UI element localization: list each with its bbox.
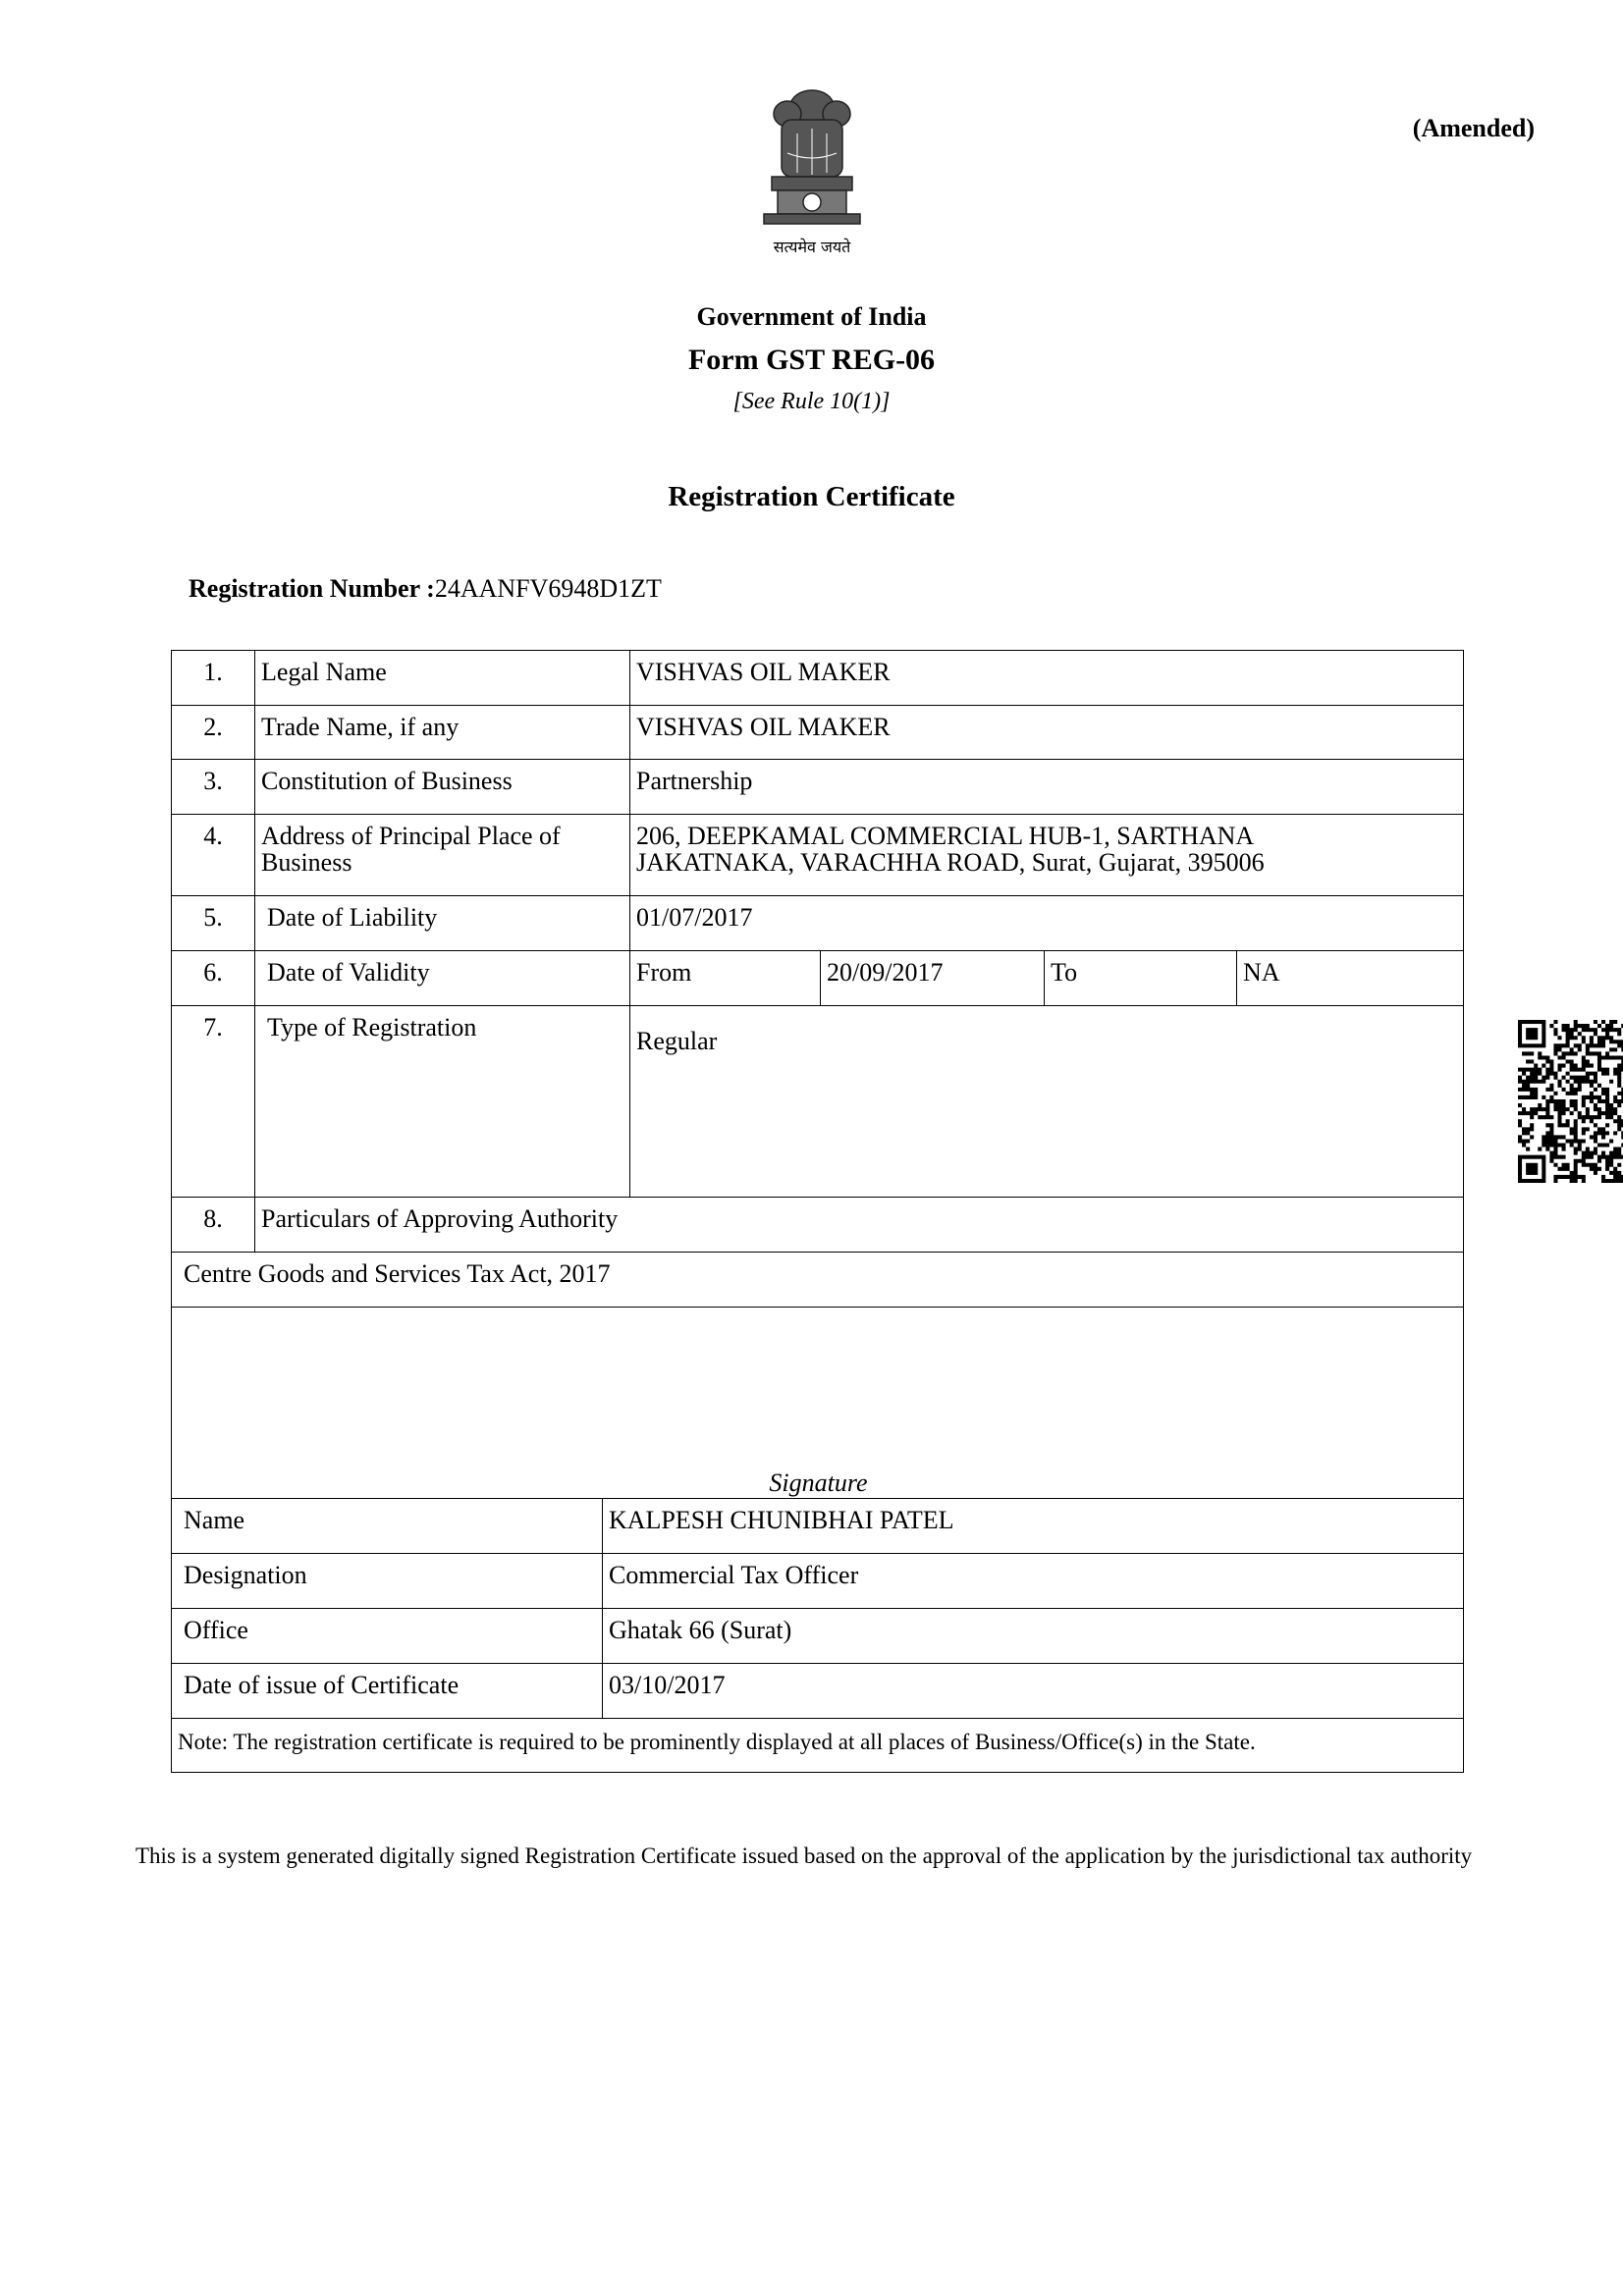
row-label: Date of issue of Certificate — [184, 1671, 460, 1699]
row-label: Type of Registration — [254, 1006, 629, 1197]
act-name: Centre Goods and Services Tax Act, 2017 — [184, 1259, 611, 1288]
rule-reference: [See Rule 10(1)] — [732, 389, 891, 414]
registration-type-value: Regular — [636, 1027, 718, 1055]
row-label: Particulars of Approving Authority — [254, 1198, 1463, 1252]
footer-text: This is a system generated digitally signed Registration Certificate issued based on the approval of the application by the jurisdictional tax authority — [135, 1843, 1473, 1868]
table-row — [171, 1718, 1464, 1773]
row-label: Legal Name — [254, 651, 629, 705]
row-label: Name — [184, 1506, 245, 1534]
row-label: Date of Validity — [254, 951, 629, 1005]
table-row — [171, 1197, 1464, 1252]
row-number: 1. — [203, 658, 223, 686]
table-row — [171, 814, 1464, 895]
table-row — [171, 1553, 1464, 1608]
office-value: Ghatak 66 (Surat) — [602, 1609, 1463, 1663]
row-label: Designation — [184, 1561, 307, 1589]
signature-label: Signature — [769, 1468, 868, 1497]
row-label: Office — [184, 1616, 248, 1644]
issue-date-value: 03/10/2017 — [602, 1664, 1463, 1718]
table-row — [171, 1663, 1464, 1718]
row-number: 6. — [203, 958, 223, 987]
display-note: Note: The registration certificate is required to be prominently displayed at all places of Business/Office(s) in the State. — [178, 1730, 1256, 1754]
trade-name-value: VISHVAS OIL MAKER — [629, 706, 1463, 759]
row-label: Date of Liability — [254, 896, 629, 950]
row-number: 7. — [203, 1013, 223, 1041]
qr-code-icon — [1518, 1020, 1623, 1183]
government-heading: Government of India — [696, 302, 927, 331]
constitution-value: Partnership — [629, 760, 1463, 814]
validity-from-value: 20/09/2017 — [820, 951, 1044, 1005]
amended-label: (Amended) — [1412, 114, 1535, 142]
table-row — [171, 1005, 1464, 1197]
table-row — [171, 650, 1464, 705]
liability-date-value: 01/07/2017 — [629, 896, 1463, 950]
row-label: Constitution of Business — [254, 760, 629, 814]
designation-value: Commercial Tax Officer — [602, 1554, 1463, 1608]
registration-number-value: 24AANFV6948D1ZT — [434, 574, 662, 603]
row-label: Address of Principal Place of Business — [254, 815, 629, 895]
registration-number-label: Registration Number : — [189, 574, 435, 603]
table-row — [171, 1498, 1464, 1553]
row-number: 3. — [203, 767, 223, 795]
validity-to-label: To — [1044, 951, 1236, 1005]
certificate-title: Registration Certificate — [668, 481, 955, 512]
table-row — [171, 1608, 1464, 1663]
registration-number — [189, 574, 662, 604]
row-number: 8. — [203, 1204, 223, 1233]
officer-name-value: KALPESH CHUNIBHAI PATEL — [602, 1499, 1463, 1553]
row-number: 5. — [203, 903, 223, 932]
table-row — [171, 950, 1464, 1005]
signature-area — [171, 1307, 1464, 1498]
validity-from-label: From — [629, 951, 820, 1005]
national-emblem-icon — [758, 84, 866, 232]
form-title: Form GST REG-06 — [687, 344, 936, 376]
table-row — [171, 705, 1464, 759]
validity-to-value: NA — [1236, 951, 1463, 1005]
emblem-motto: सत्यमेव जयते — [773, 238, 851, 256]
table-row — [171, 759, 1464, 814]
table-row — [171, 895, 1464, 950]
row-number: 2. — [203, 713, 223, 741]
registration-type-cell — [629, 1006, 1463, 1197]
legal-name-value: VISHVAS OIL MAKER — [629, 651, 1463, 705]
table-row — [171, 1252, 1464, 1307]
row-label: Trade Name, if any — [254, 706, 629, 759]
row-number: 4. — [203, 822, 223, 850]
address-value: 206, DEEPKAMAL COMMERCIAL HUB-1, SARTHANA JAKATNAKA, VARACHHA ROAD, Surat, Gujarat, 395006 — [629, 815, 1463, 895]
